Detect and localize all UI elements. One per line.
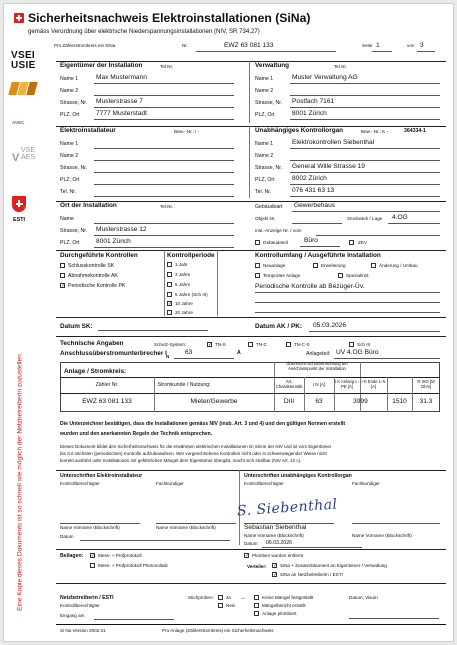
table-row-stromkunde[interactable]: Mieter/Gewerbe [190, 398, 238, 405]
verteiler-esti-label: SiNa an Netzbetreiberin / ESTI [280, 572, 343, 577]
beilage-pv-checkbox[interactable] [90, 563, 95, 568]
owner-street[interactable]: Musterstrasse 7 [96, 98, 143, 105]
period-3-label: 3 Jahre [175, 272, 191, 277]
table-row-ik-anfang[interactable]: 3999 [353, 398, 368, 405]
installer-heading: Elektroinstallateur [60, 127, 116, 134]
period-3-checkbox[interactable] [167, 272, 172, 277]
owner-name1[interactable]: Max Mustermann [96, 74, 147, 81]
installer-street-label: Strasse, Nr. [60, 165, 88, 171]
stockwerk-label: Stockwerk / Lage [347, 216, 383, 221]
owner-tel-label: Tel.Nr. [160, 64, 174, 69]
sig-right-date[interactable]: 06.03.2026 [266, 540, 292, 546]
sig-right-heading: Unterschriften unabhängiges Kontrollorgan [244, 473, 352, 479]
controller-tel[interactable]: 076 431 63 13 [292, 187, 335, 194]
sig-right-fach: Fachkundiger [352, 481, 380, 486]
gebaeudeteil-value[interactable]: Büro [304, 237, 318, 244]
management-name1-label: Name 1 [255, 76, 274, 82]
owner-name1-label: Name 1 [60, 76, 79, 82]
controller-plz[interactable]: 8002 Zürich [292, 175, 327, 182]
owner-plz-label: PLZ, Ort [60, 112, 80, 118]
signature-image: S. Siebenthal [236, 496, 339, 520]
location-plz[interactable]: 8001 Zürich [96, 238, 131, 245]
verteiler-owner-label: SiNa + Zusatzdokument an Eigentümer / Verwaltung [280, 563, 387, 568]
location-heading: Ort der Installation [60, 202, 117, 209]
plombiert-label: Anlage plombiert [262, 611, 297, 616]
period-5-label: 5 Jahre [175, 282, 191, 287]
table-row-zaehler[interactable]: EWZ 63 081 133 [82, 398, 132, 405]
gebaeude-label: Gebäudeart [255, 204, 283, 210]
date-akpk-label: Datum AK / PK: [255, 323, 302, 330]
zev-label: ZEV [358, 240, 367, 245]
period-5sch-label: 5 Jahre (Sch III) [175, 292, 208, 297]
installer-plz-label: PLZ, Ort [60, 177, 80, 183]
gebaeudeteil-label: Gebäudeteil [263, 240, 288, 245]
nr-label: Nr. [182, 43, 188, 48]
pk-label: Periodische Kontrolle PK [68, 282, 126, 289]
sig-right-caption-2: Name Vorname (Blockschrift) [352, 533, 412, 538]
tech-heading: Technische Angaben [60, 340, 124, 347]
stich-label: Stichproben: [188, 595, 214, 600]
controller-plz-label: PLZ, Ort [255, 177, 275, 183]
sk-checkbox[interactable] [60, 263, 65, 268]
ews-logo [10, 82, 36, 95]
eingang-label: Eingang am [60, 613, 85, 618]
controller-name2-label: Name 2 [255, 153, 274, 159]
sch3-checkbox[interactable] [349, 342, 354, 347]
tnc-checkbox[interactable] [248, 342, 253, 347]
signer-name[interactable]: Sebastian Siebenthal [244, 524, 307, 531]
management-heading: Verwaltung [255, 62, 290, 69]
nr-value[interactable]: EWZ 63 081 133 [224, 42, 274, 49]
period-20-label: 20 Jahre [175, 310, 193, 315]
period-5-checkbox[interactable] [167, 282, 172, 287]
anlageteil-label: Anlageteil: [306, 351, 331, 357]
gebaeudeteil-checkbox[interactable] [255, 240, 260, 245]
controller-street[interactable]: General Wille Strasse 19 [292, 163, 365, 170]
location-street[interactable]: Musterstrasse 12 [96, 226, 147, 233]
owner-plz[interactable]: 7777 Musterstadt [96, 110, 147, 117]
col-header-stromkunde: Stromkunde / Nutzung: [157, 382, 211, 388]
spezial-checkbox[interactable] [338, 273, 343, 278]
von-label: von [407, 43, 415, 48]
owner-name2-label: Name 2 [60, 88, 79, 94]
period-heading: Kontrollperiode [167, 252, 215, 259]
seite-value[interactable]: 1 [376, 42, 380, 49]
sidebar-note: Eine Kopie dieses Dokuments ist so schnell wie möglich der Netzbetreiberin zuzustellen. [16, 352, 24, 611]
netz-label: Netzbetreiberin / ESTI [60, 595, 114, 601]
scope-heading: Kontrollumfang / Ausgeführte Installation [255, 252, 381, 259]
beilagen-label: Beilagen: [60, 553, 84, 559]
datum-visum-label: Datum, Visum [349, 595, 378, 600]
installer-bew-label: Bew.- Nr.: I - [174, 129, 200, 134]
statement-confirm-2: wurden und den anerkannten Regeln der Technik entsprechen. [60, 431, 213, 437]
statement-doc: Dieses Dokument bildet den Sicherheitsnachweis für die erwähnten elektrischen Installationen im Sinne der NIV und ist vom Eigentümer [60, 444, 332, 449]
tncs-checkbox[interactable] [286, 342, 291, 347]
installer-name1-label: Name 1 [60, 141, 79, 147]
esti-shield-icon [12, 196, 26, 212]
keine-maengel-label: Keine Mängel festgestellt [262, 595, 314, 600]
management-name1[interactable]: Muster Verwaltung AG [292, 74, 358, 81]
neuanlage-label: Neuanlage [263, 263, 286, 268]
verteiler-esti-checkbox[interactable] [272, 572, 277, 577]
period-10-checkbox[interactable] [167, 301, 172, 306]
objekt-label: Objekt Nr. [255, 216, 276, 221]
beilage-mess-checkbox[interactable] [90, 553, 95, 558]
beilage-mess-label: Mess- + Prüfprotokoll [98, 553, 142, 558]
table-row-riso[interactable]: 31.3 [419, 398, 433, 405]
col-header-art: Art, Charakteristik [275, 379, 303, 389]
plomben-checkbox[interactable] [244, 553, 249, 558]
table-row-in[interactable]: 63 [315, 398, 323, 405]
beilage-pv-label: Mess- + Prüfprotokoll Photovoltaik [98, 563, 168, 568]
tnc-label: TN-C [256, 342, 267, 347]
umbau-label: Änderung / Umbau [379, 263, 418, 268]
management-street[interactable]: Postfach 7161 [292, 98, 335, 105]
sch3-label: Sch III [357, 342, 371, 347]
gebaeude-value[interactable]: Gewerbehaus [294, 202, 336, 209]
maengelbericht-label: Mängelbericht erstellt [262, 603, 306, 608]
period-10-label: 10 Jahre [175, 301, 193, 306]
zev-checkbox[interactable] [349, 240, 354, 245]
management-street-label: Strasse, Nr. [255, 100, 283, 106]
erweiterung-label: Erweiterung [321, 263, 346, 268]
col-header-ik-anfang: I K Anfang L-PE [A] [334, 379, 360, 389]
arrow-right-icon: → [240, 595, 246, 601]
sig-left-caption-2: Name Vorname (Blockschrift) [156, 525, 216, 530]
management-plz-label: PLZ, Ort [255, 112, 275, 118]
footer-center: Pro Anlage (Zählerstromkreis) ein Sicherheitsnachweis [162, 628, 274, 633]
col-header-riso: R ISO [M Ohm] [417, 379, 435, 389]
sig-left-datum: Datum [60, 534, 74, 539]
sig-left-heading: Unterschriften Elektroinstallateur [60, 473, 143, 479]
location-name-label: Name [60, 216, 74, 222]
table-row-ik-ende[interactable]: 1510 [392, 398, 407, 405]
sig-left-kontroll: Kontrollberechtigter [60, 481, 100, 486]
location-street-label: Strasse, Nr. [60, 228, 88, 234]
register-label: Pro Zählerstromkreis ein SiNa [54, 43, 116, 48]
management-name2-label: Name 2 [255, 88, 274, 94]
table-title: Anlage / Stromkreis: [64, 368, 127, 375]
spezial-label: Spezialinst. [346, 273, 370, 278]
footer-version: Si Na Version 2002.01 [60, 628, 106, 633]
anschluss-sub: N [166, 354, 170, 359]
stich-nein-label: Nein [226, 603, 236, 608]
controller-street-label: Strasse, Nr. [255, 165, 283, 171]
verteiler-label: Verteiler: [247, 564, 267, 569]
stich-ja-checkbox[interactable] [218, 595, 223, 600]
sina-form [3, 3, 454, 642]
scope-text[interactable]: Periodische Kontrolle ab Bezüger-Üv. [255, 283, 365, 290]
anschluss-unit: A [237, 350, 241, 356]
installer-name2-label: Name 2 [60, 153, 79, 159]
controller-heading: Unabhängiges Kontrollorgan [255, 127, 344, 134]
controls-heading: Durchgeführte Kontrollen [60, 252, 138, 259]
swiss-logo-icon [14, 13, 24, 23]
location-tel-label: Tel.Nr. [160, 204, 174, 209]
temporaer-checkbox[interactable] [255, 273, 260, 278]
esti-logo: ESTI [13, 217, 25, 223]
table-group-header: Überstrom-Schutzeinrichtung am Anschlusspunkt der Installation [286, 361, 348, 371]
schutz-label: Schutz-System: [154, 342, 187, 347]
keine-maengel-checkbox[interactable] [254, 595, 259, 600]
temporaer-label: Temporäre Anlage [263, 273, 301, 278]
col-header-in: I N [A] [312, 382, 326, 387]
management-tel-label: Tel.Nr. [334, 64, 348, 69]
verband-logo: AVEC [12, 120, 25, 125]
sig-left-fach: Fachkundiger [156, 481, 184, 486]
controller-bew-value[interactable]: 364334-1 [404, 128, 426, 134]
statement-confirm: Die Unterzeichner bestätigen, dass die Installationen gemäss NIV (insb. Art. 3 und 4) und den gültigen Normen erstellt [60, 421, 346, 427]
anzeige-label: Inst.-Anzeige Nr. / vom [255, 228, 302, 233]
stockwerk-value[interactable]: 4.OG [392, 214, 408, 221]
period-1-label: 1 Jahr [175, 262, 188, 267]
netz-kontroll-label: Kontrollberechtigter [60, 603, 100, 608]
von-value[interactable]: 3 [420, 42, 424, 49]
pk-checkbox[interactable] [60, 283, 65, 288]
sig-right-datum: Datum [244, 541, 258, 546]
owner-heading: Eigentümer der Installation [60, 62, 143, 69]
installer-tel-label: Tel. Nr. [60, 189, 77, 195]
sk-label: Schlusskontrolle SK [68, 262, 115, 269]
sig-right-caption-1: Name Vorname (Blockschrift) [244, 533, 304, 538]
statement-doc-2: bis zur nächsten (periodischen) Kontrolle aufzubewahren. Wer vorgeschriebene Kontrollen nicht oder in schwerwiegender Weise nicht [60, 451, 327, 456]
maengelbericht-checkbox[interactable] [254, 603, 259, 608]
date-akpk-value[interactable]: 05.03.2026 [313, 322, 347, 329]
controller-name1[interactable]: Elektrokontrollen Siebenthal [292, 139, 375, 146]
date-sk-label: Datum SK: [60, 323, 93, 330]
period-1-checkbox[interactable] [167, 262, 172, 267]
management-plz[interactable]: 8001 Zürich [292, 110, 327, 117]
stich-nein-checkbox[interactable] [218, 603, 223, 608]
statement-doc-3: korrekt ausführt oder Installationen mit gefährlichen Mängel dem Eigentümer übergibt, macht sich strafbar (NIV Art. 42 c). [60, 458, 302, 463]
umbau-checkbox[interactable] [371, 263, 376, 268]
owner-street-label: Strasse, Nr. [60, 100, 88, 106]
anschluss-value[interactable]: 63 [185, 349, 193, 356]
verteiler-owner-checkbox[interactable] [272, 563, 277, 568]
controller-bew-label: Bew.- Nr.: K - [361, 129, 389, 134]
neuanlage-checkbox[interactable] [255, 263, 260, 268]
tns-checkbox[interactable] [207, 342, 212, 347]
erweiterung-checkbox[interactable] [313, 263, 318, 268]
col-header-zaehler: Zähler Nr. [95, 382, 119, 388]
page-subtitle: gemäss Verordnung über elektrische Niederspannungsinstallationen (NIV, SR 734.27) [28, 28, 260, 35]
tns-label: TN-S [215, 342, 226, 347]
sig-left-caption-1: Name Vorname (Blockschrift) [60, 525, 120, 530]
stich-ja-label: Ja [226, 595, 231, 600]
period-20-checkbox[interactable] [167, 310, 172, 315]
sig-right-kontroll: Kontrollberechtigter [244, 481, 284, 486]
table-row-art[interactable]: DIII [283, 398, 295, 405]
period-5sch-checkbox[interactable] [167, 292, 172, 297]
tncs-label: TN-C-S [294, 342, 310, 347]
plomben-label: Plomben wurden entfernt [252, 553, 304, 558]
location-plz-label: PLZ, Ort [60, 240, 80, 246]
seite-label: Seite [362, 43, 373, 48]
ak-checkbox[interactable] [60, 273, 65, 278]
page-title: Sicherheitsnachweis Elektroinstallationen (SiNa) [28, 11, 311, 25]
ak-label: Abnahmekontrolle AK [68, 272, 118, 279]
plombiert-checkbox[interactable] [254, 611, 259, 616]
controller-name1-label: Name 1 [255, 141, 274, 147]
col-header-ik-ende: I K Ende L-N [A] [361, 379, 386, 389]
anlageteil-value[interactable]: UV 4.OG Büro [336, 349, 379, 356]
vsei-logo: VSEI USIE [11, 50, 36, 71]
vse-logo: V VSE AES [12, 147, 36, 164]
controller-tel-label: Tel. Nr. [255, 189, 272, 195]
anschluss-label: Anschlussüberstromunterbrecher I [60, 350, 167, 357]
